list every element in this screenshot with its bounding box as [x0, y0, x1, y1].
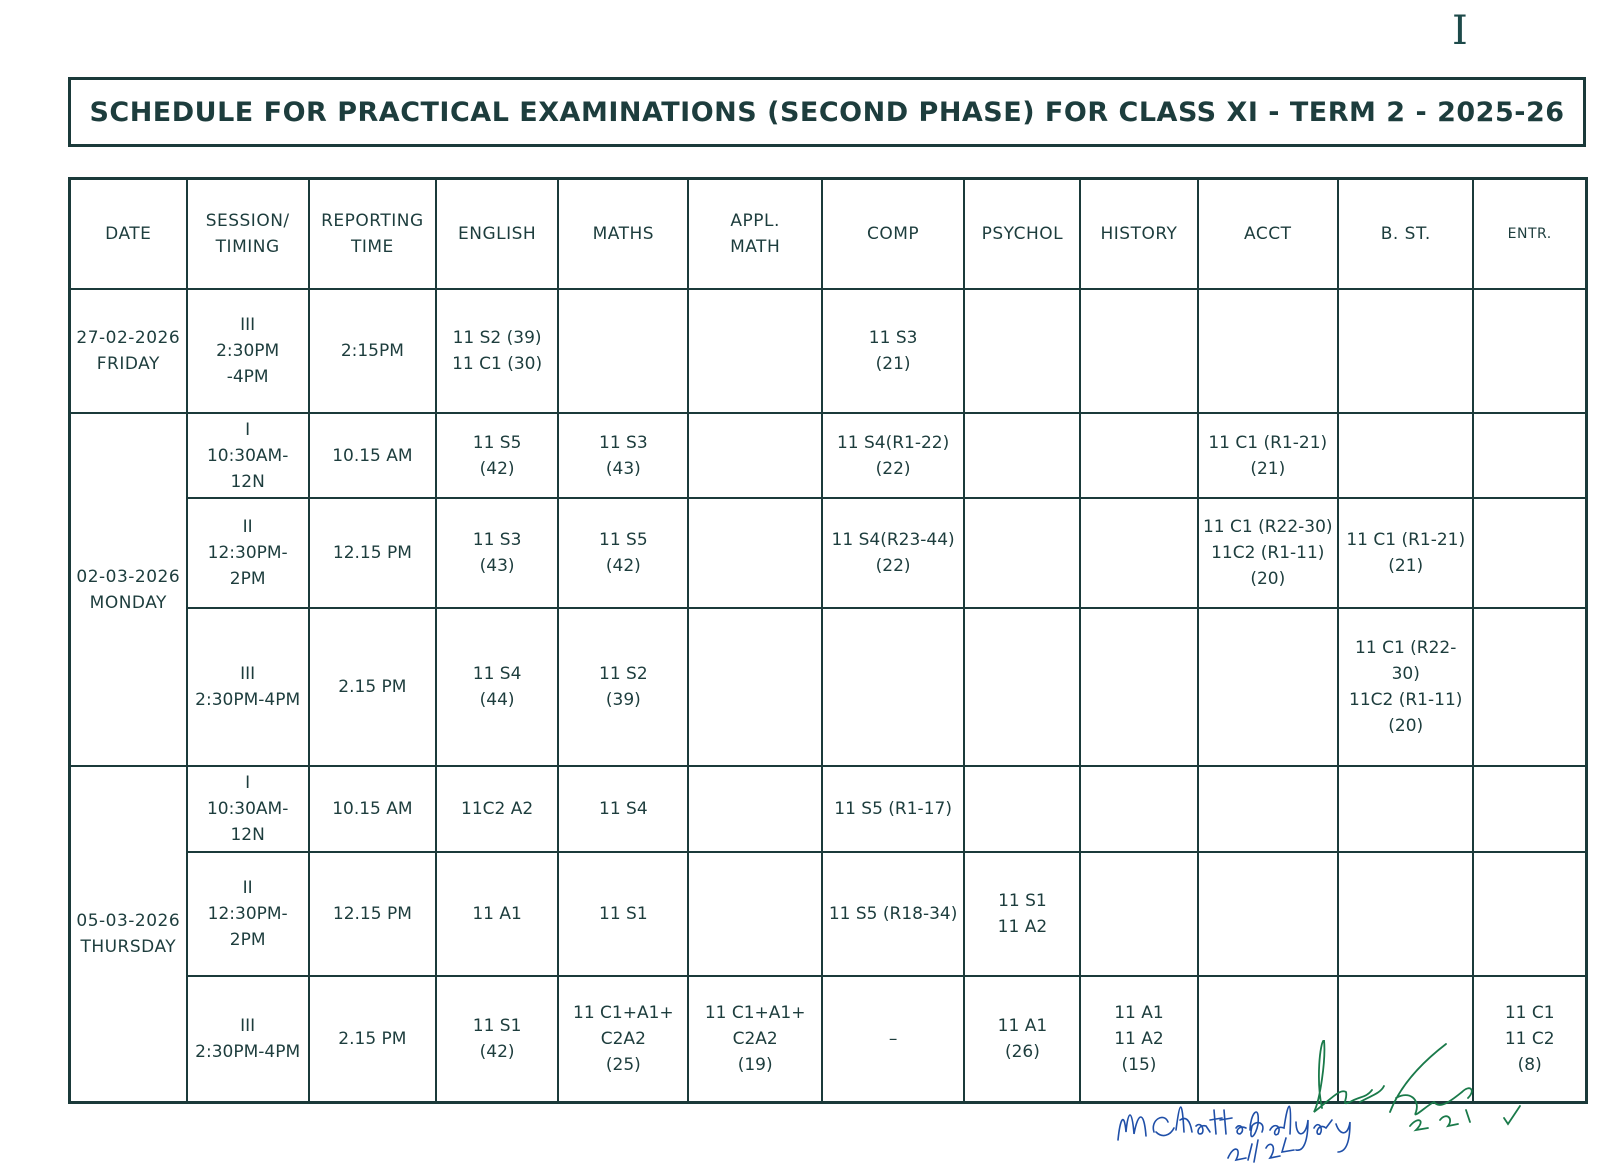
history-cell — [1080, 498, 1197, 608]
header-english: ENGLISH — [436, 179, 558, 290]
entr-cell — [1473, 289, 1586, 413]
bst-cell — [1338, 413, 1473, 498]
psychol-cell — [964, 413, 1080, 498]
entr-cell — [1473, 766, 1586, 852]
comp-cell: 11 S4(R23-44) (22) — [822, 498, 965, 608]
appl-math-cell — [688, 498, 821, 608]
bst-cell — [1338, 766, 1473, 852]
session-cell: I 10:30AM-12N — [187, 413, 309, 498]
entr-cell — [1473, 498, 1586, 608]
maths-cell — [558, 289, 688, 413]
page-number-mark: I — [1452, 8, 1468, 54]
date-cell: 05-03-2026 THURSDAY — [70, 766, 187, 1102]
psychol-cell — [964, 498, 1080, 608]
entr-cell — [1473, 852, 1586, 976]
reporting-cell: 2:15PM — [309, 289, 436, 413]
bst-cell — [1338, 852, 1473, 976]
history-cell — [1080, 852, 1197, 976]
maths-cell: 11 C1+A1+ C2A2 (25) — [558, 976, 688, 1102]
date-cell: 02-03-2026 MONDAY — [70, 413, 187, 766]
appl-math-cell: 11 C1+A1+ C2A2 (19) — [688, 976, 821, 1102]
header-session: SESSION/ TIMING — [187, 179, 309, 290]
maths-cell: 11 S4 — [558, 766, 688, 852]
header-bst: B. ST. — [1338, 179, 1473, 290]
appl-math-cell — [688, 289, 821, 413]
history-cell — [1080, 766, 1197, 852]
psychol-cell — [964, 766, 1080, 852]
english-cell: 11C2 A2 — [436, 766, 558, 852]
english-cell: 11 S1 (42) — [436, 976, 558, 1102]
session-cell: III 2:30PM-4PM — [187, 976, 309, 1102]
schedule-table — [68, 177, 1588, 1104]
page-title: SCHEDULE FOR PRACTICAL EXAMINATIONS (SECOND PHASE) FOR CLASS XI - TERM 2 - 2025-26 — [89, 96, 1565, 128]
acct-cell — [1198, 766, 1339, 852]
appl-math-cell — [688, 766, 821, 852]
session-cell: II 12:30PM-2PM — [187, 498, 309, 608]
comp-cell: 11 S3 (21) — [822, 289, 965, 413]
table-row — [70, 498, 1587, 608]
signature-chattopadhyay — [1118, 1106, 1350, 1162]
signature-second — [1314, 1040, 1520, 1130]
bst-cell: 11 C1 (R22-30) 11C2 (R1-11) (20) — [1338, 608, 1473, 766]
english-cell: 11 S5 (42) — [436, 413, 558, 498]
appl-math-cell — [688, 608, 821, 766]
table-row — [70, 766, 1587, 852]
comp-cell: 11 S5 (R18-34) — [822, 852, 965, 976]
title-box — [68, 77, 1586, 147]
header-reporting: REPORTING TIME — [309, 179, 436, 290]
history-cell — [1080, 413, 1197, 498]
acct-cell — [1198, 608, 1339, 766]
reporting-cell: 2.15 PM — [309, 976, 436, 1102]
acct-cell — [1198, 852, 1339, 976]
acct-cell: 11 C1 (R1-21) (21) — [1198, 413, 1339, 498]
header-comp: COMP — [822, 179, 965, 290]
english-cell: 11 A1 — [436, 852, 558, 976]
psychol-cell: 11 A1 (26) — [964, 976, 1080, 1102]
header-appl-math: APPL. MATH — [688, 179, 821, 290]
acct-cell: 11 C1 (R22-30) 11C2 (R1-11) (20) — [1198, 498, 1339, 608]
maths-cell: 11 S1 — [558, 852, 688, 976]
english-cell: 11 S2 (39) 11 C1 (30) — [436, 289, 558, 413]
history-cell — [1080, 289, 1197, 413]
entr-cell — [1473, 413, 1586, 498]
table-row — [70, 413, 1587, 498]
header-psychol: PSYCHOL — [964, 179, 1080, 290]
header-acct: ACCT — [1198, 179, 1339, 290]
session-cell: III 2:30PM-4PM — [187, 608, 309, 766]
signatures — [1110, 1040, 1590, 1168]
english-cell: 11 S4 (44) — [436, 608, 558, 766]
session-cell: III 2:30PM -4PM — [187, 289, 309, 413]
session-cell: I 10:30AM-12N — [187, 766, 309, 852]
maths-cell: 11 S3 (43) — [558, 413, 688, 498]
comp-cell — [822, 608, 965, 766]
maths-cell: 11 S5 (42) — [558, 498, 688, 608]
table-row — [70, 608, 1587, 766]
comp-cell: 11 S4(R1-22) (22) — [822, 413, 965, 498]
header-entr: ENTR. — [1473, 179, 1586, 290]
appl-math-cell — [688, 413, 821, 498]
comp-cell: 11 S5 (R1-17) — [822, 766, 965, 852]
appl-math-cell — [688, 852, 821, 976]
entr-cell — [1473, 608, 1586, 766]
reporting-cell: 10.15 AM — [309, 766, 436, 852]
bst-cell — [1338, 289, 1473, 413]
maths-cell: 11 S2 (39) — [558, 608, 688, 766]
psychol-cell — [964, 608, 1080, 766]
bst-cell: 11 C1 (R1-21) (21) — [1338, 498, 1473, 608]
date-cell: 27-02-2026 FRIDAY — [70, 289, 187, 413]
header-maths: MATHS — [558, 179, 688, 290]
reporting-cell: 2.15 PM — [309, 608, 436, 766]
header-date: DATE — [70, 179, 187, 290]
history-cell: 11 A1 11 A2 (15) — [1080, 976, 1197, 1102]
history-cell — [1080, 608, 1197, 766]
session-cell: II 12:30PM-2PM — [187, 852, 309, 976]
psychol-cell — [964, 289, 1080, 413]
reporting-cell: 12.15 PM — [309, 498, 436, 608]
table-row — [70, 289, 1587, 413]
header-history: HISTORY — [1080, 179, 1197, 290]
table-row — [70, 852, 1587, 976]
entr-cell: 11 C1 11 C2 (8) — [1473, 976, 1586, 1102]
reporting-cell: 10.15 AM — [309, 413, 436, 498]
header-row — [70, 179, 1587, 290]
acct-cell — [1198, 289, 1339, 413]
english-cell: 11 S3 (43) — [436, 498, 558, 608]
comp-cell: – — [822, 976, 965, 1102]
reporting-cell: 12.15 PM — [309, 852, 436, 976]
psychol-cell: 11 S1 11 A2 — [964, 852, 1080, 976]
